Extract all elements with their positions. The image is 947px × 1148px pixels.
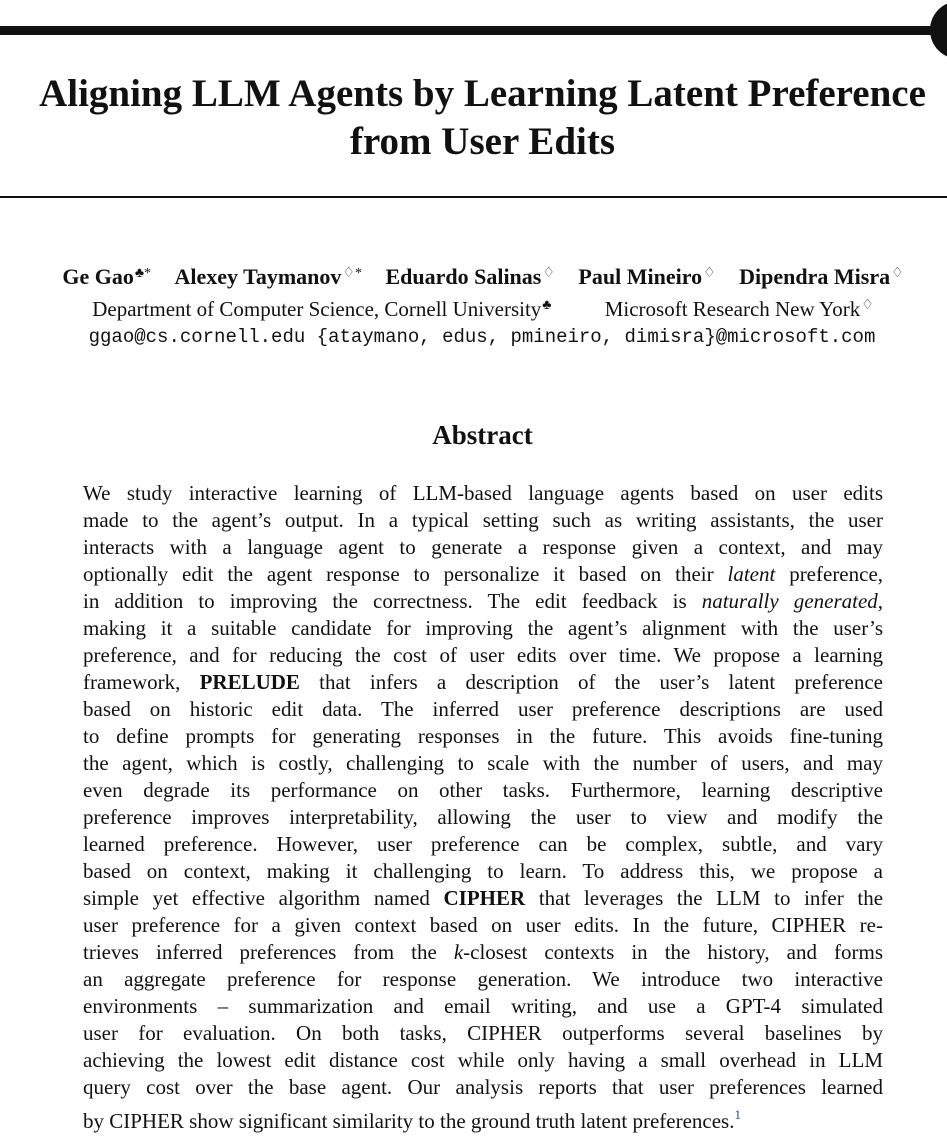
affiliation-mark: ♣: [542, 298, 552, 313]
text-run: framework,: [83, 670, 181, 694]
text-run: -closest contexts in the history, and forms: [463, 940, 883, 964]
affiliation-name: Microsoft Research New York: [604, 297, 861, 321]
paper-title: [0, 70, 947, 166]
abstract-line: user preference for a given context based on user edits. In the future, CIPHER re-: [83, 913, 883, 937]
text-run: optionally edit the agent response to personalize it based on their: [83, 562, 714, 586]
abstract-line: achieving the lowest edit distance cost while only having a small overhead in LLM: [83, 1048, 883, 1072]
author-ge-gao: [62, 264, 151, 289]
abstract-line: based on context, making it challenging to learn. To address this, we propose a: [83, 859, 883, 883]
footnote-link[interactable]: 1: [734, 1107, 741, 1122]
author-name: Paul Mineiro: [578, 264, 703, 289]
abstract-line: [83, 561, 883, 588]
abstract-line: preference improves interpretability, allowing the user to view and modify the: [83, 805, 883, 829]
text-run: trieves inferred preferences from the: [83, 940, 437, 964]
title-line-2: from User Edits: [349, 120, 616, 163]
text-run: simple yet effective algorithm named: [83, 886, 430, 910]
author-name: Alexey Taymanov: [174, 264, 342, 289]
method-name-prelude: PRELUDE: [199, 670, 300, 694]
affiliation-microsoft: [605, 297, 874, 321]
abstract-line: the agent, which is costly, challenging to scale with the number of users, and may: [83, 751, 883, 775]
abstract-heading: Abstract: [432, 420, 533, 450]
abstract-line: [83, 885, 883, 912]
text-run: ,: [877, 589, 884, 613]
abstract-body: [83, 480, 884, 1133]
author-name: Ge Gao: [62, 264, 134, 289]
abstract-line: preference, and for reducing the cost of user edits over time. We propose a learning: [83, 643, 883, 667]
author-mark: ♢: [703, 266, 716, 281]
abstract-line: to define prompts for generating responses in the future. This avoids fine-tuning: [83, 724, 883, 748]
corner-dot: [930, 1, 947, 59]
author-eduardo-salinas: [385, 264, 554, 289]
author-mark: ♢: [542, 266, 555, 281]
abstract-line: [83, 1101, 883, 1133]
abstract-line: [83, 669, 883, 696]
affiliation-mark: ♢: [861, 298, 874, 313]
abstract-line: made to the agent’s output. In a typical setting such as writing assistants, the user: [83, 508, 883, 532]
text-run: in addition to improving the correctness. The edit feedback is: [83, 589, 687, 613]
title-line-1: Aligning LLM Agents by Learning Latent Preference: [39, 72, 926, 115]
emphasis-naturally-generated: naturally generated: [701, 589, 878, 613]
abstract-line: [83, 939, 883, 966]
abstract-line: based on historic edit data. The inferred user preference descriptions are used: [83, 697, 883, 721]
author-mark: ♢: [891, 266, 904, 281]
affiliation-name: Department of Computer Science, Cornell University: [92, 297, 542, 321]
abstract-line: even degrade its performance on other tasks. Furthermore, learning descriptive: [83, 778, 883, 802]
affiliation-list: [0, 297, 947, 322]
abstract-line: user for evaluation. On both tasks, CIPHER outperforms several baselines by: [83, 1021, 883, 1045]
emphasis-latent: latent: [727, 562, 776, 586]
author-mark: ♢*: [342, 266, 362, 281]
abstract-line: query cost over the base agent. Our analysis reports that user preferences learned: [83, 1075, 883, 1099]
abstract-line: interacts with a language agent to generate a response given a context, and may: [83, 535, 883, 559]
text-run: that infers a description of the user’s latent preference: [319, 670, 883, 694]
math-k: k: [453, 940, 464, 964]
method-name-cipher: CIPHER: [443, 886, 526, 910]
author-dipendra-misra: [739, 264, 904, 289]
top-rule: [0, 26, 947, 35]
abstract-line: making it a suitable candidate for improving the agent’s alignment with the user’s: [83, 616, 883, 640]
abstract-line: We study interactive learning of LLM-based language agents based on user edits: [83, 481, 883, 505]
author-name: Eduardo Salinas: [385, 264, 542, 289]
affiliation-cornell: [92, 297, 551, 321]
abstract-line: an aggregate preference for response generation. We introduce two interactive: [83, 967, 883, 991]
author-alexey-taymanov: [175, 264, 362, 289]
author-emails: ggao@cs.cornell.edu {ataymano, edus, pmineiro, dimisra}@microsoft.com: [88, 326, 876, 348]
title-rule: [0, 196, 947, 198]
text-run: that leverages the LLM to infer the: [538, 886, 884, 910]
abstract-line: [83, 588, 883, 615]
author-mark: ♣*: [134, 266, 152, 281]
text-run: preference,: [789, 562, 884, 586]
author-list: [0, 264, 947, 290]
text-run: by CIPHER show significant similarity to the ground truth latent preferences.: [83, 1109, 735, 1133]
author-paul-mineiro: [578, 264, 715, 289]
author-name: Dipendra Misra: [739, 264, 891, 289]
abstract-line: learned preference. However, user preference can be complex, subtle, and vary: [83, 832, 883, 856]
abstract-line: environments – summarization and email writing, and use a GPT-4 simulated: [83, 994, 883, 1018]
